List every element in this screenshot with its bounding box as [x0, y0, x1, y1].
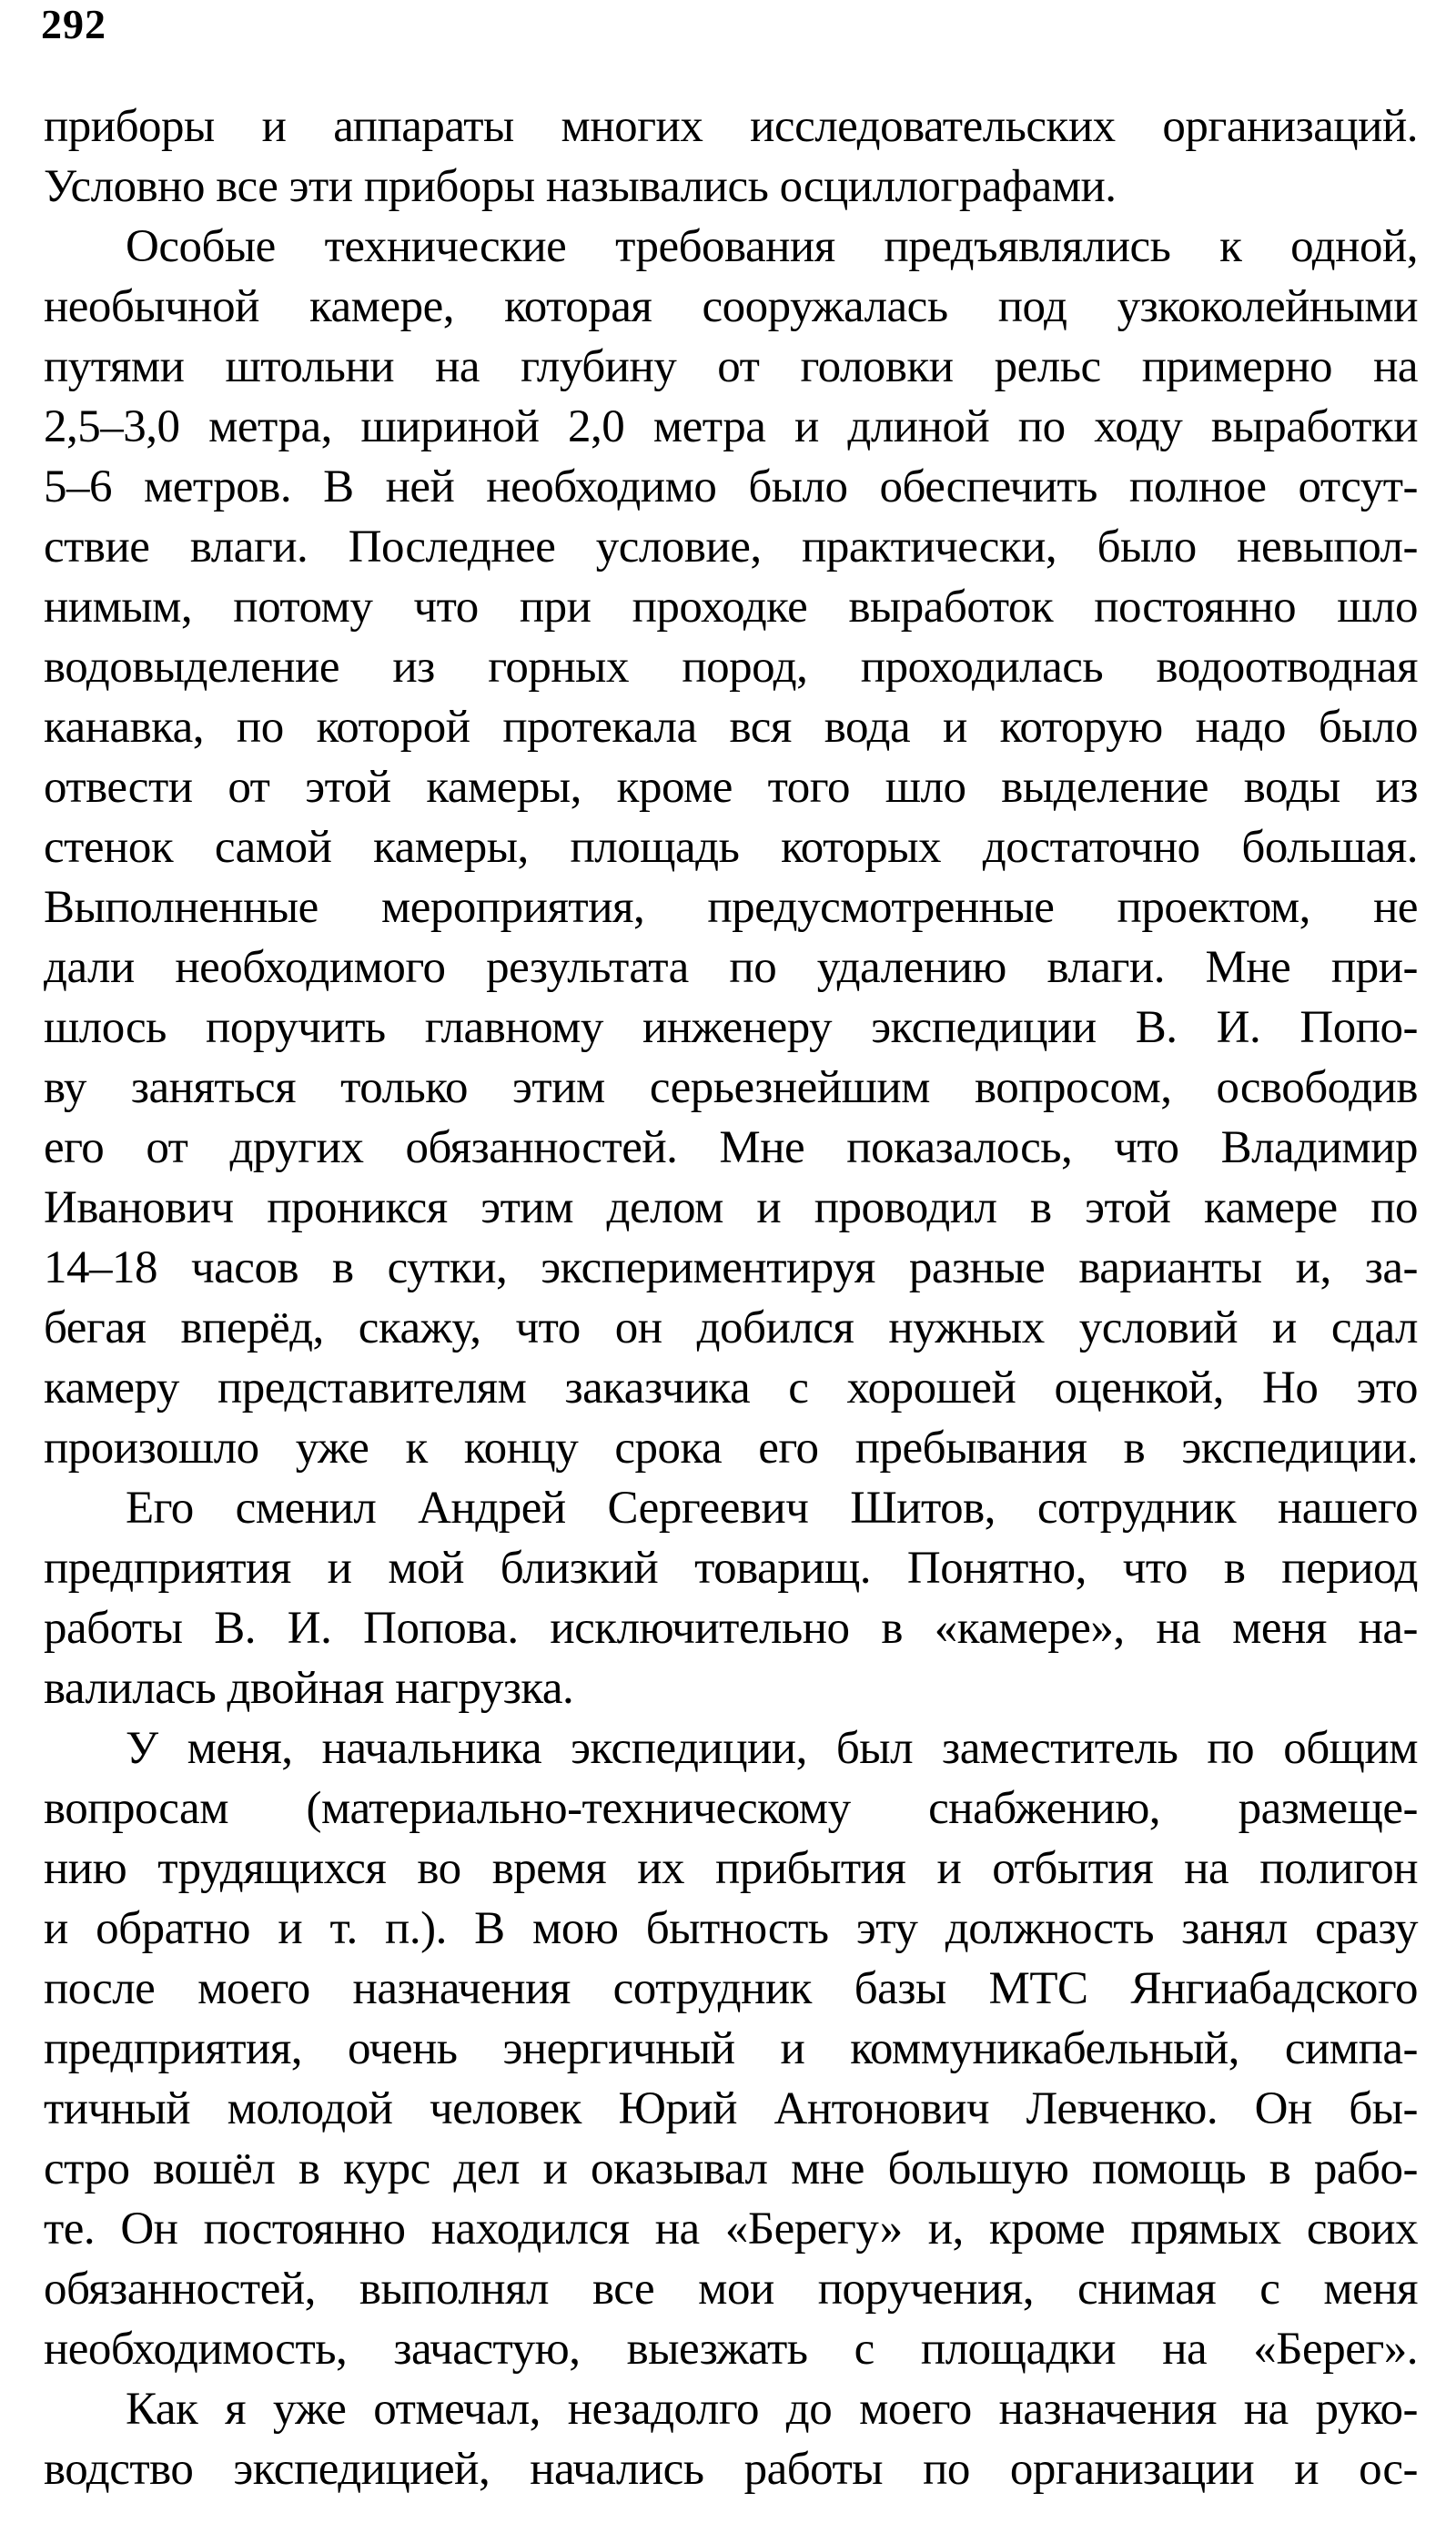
text-line: камеру представителям заказчика с хорошей оценкой, Но это — [44, 1363, 1418, 1413]
text-line: ствие влаги. Последнее условие, практически, было невыпол- — [44, 522, 1418, 572]
text-line: обязанностей, выполнял все мои поручения, снимая с меня — [44, 2264, 1418, 2315]
text-line: отвести от этой камеры, кроме того шло выделение воды из — [44, 762, 1418, 813]
page-number: 292 — [41, 1, 106, 47]
text-line: нию трудящихся во время их прибытия и отбытия на полигон — [44, 1843, 1418, 1894]
text-line: ву заняться только этим серьезнейшим вопросом, освободив — [44, 1062, 1418, 1113]
text-line: Иванович проникся этим делом и проводил в этой камере по — [44, 1182, 1418, 1233]
text-line: необычной камере, которая сооружалась под узкоколейными — [44, 281, 1418, 332]
text-line: необходимость, зачастую, выезжать с площадки на «Берег». — [44, 2324, 1418, 2375]
text-line: предприятия и мой близкий товарищ. Понятно, что в период — [44, 1543, 1418, 1594]
text-line: и обратно и т. п.). В мою бытность эту должность занял сразу — [44, 1903, 1418, 1954]
text-line: нимым, потому что при проходке выработок постоянно шло — [44, 582, 1418, 633]
text-line: валилась двойная нагрузка. — [44, 1663, 574, 1714]
text-line: водовыделение из горных пород, проходилась водоотводная — [44, 642, 1418, 693]
text-line: 2,5–3,0 метра, шириной 2,0 метра и длиной по ходу выработки — [44, 401, 1418, 452]
text-line: дали необходимого результата по удалению влаги. Мне при- — [44, 942, 1418, 993]
text-line: те. Он постоянно находился на «Берегу» и, кроме прямых своих — [44, 2204, 1418, 2254]
text-line: стенок самой камеры, площадь которых достаточно большая. — [44, 822, 1418, 873]
text-line: работы В. И. Попова. исключительно в «камере», на меня на- — [44, 1603, 1418, 1654]
text-line: 5–6 метров. В ней необходимо было обеспечить полное отсут- — [44, 461, 1418, 512]
text-line: Выполненные мероприятия, предусмотренные проектом, не — [44, 882, 1418, 933]
text-line: приборы и аппараты многих исследовательских организаций. — [44, 101, 1418, 152]
text-line: его от других обязанностей. Мне показалось, что Владимир — [44, 1122, 1418, 1173]
text-line: водство экспедицией, начались работы по организации и ос- — [44, 2444, 1418, 2495]
text-line: стро вошёл в курс дел и оказывал мне большую помощь в рабо- — [44, 2143, 1418, 2194]
text-line: бегая вперёд, скажу, что он добился нужных условий и сдал — [44, 1302, 1418, 1353]
text-line: 14–18 часов в сутки, экспериментируя разные варианты и, за- — [44, 1242, 1418, 1293]
page-text — [44, 96, 1418, 2499]
text-line: Особые технические требования предъявлялись к одной, — [126, 221, 1418, 272]
text-line: Как я уже отмечал, незадолго до моего назначения на руко- — [126, 2384, 1418, 2435]
text-line: произошло уже к концу срока его пребывания в экспедиции. — [44, 1423, 1418, 1474]
text-line: после моего назначения сотрудник базы МТС Янгиабадского — [44, 1963, 1418, 2014]
text-line: У меня, начальника экспедиции, был заместитель по общим — [126, 1723, 1418, 1774]
text-line: канавка, по которой протекала вся вода и которую надо было — [44, 702, 1418, 753]
text-line: Условно все эти приборы назывались осциллографами. — [44, 161, 1117, 212]
text-line: Его сменил Андрей Сергеевич Шитов, сотрудник нашего — [126, 1483, 1418, 1534]
text-line: тичный молодой человек Юрий Антонович Левченко. Он бы- — [44, 2083, 1418, 2134]
text-line: путями штольни на глубину от головки рельс примерно на — [44, 341, 1418, 392]
text-line: вопросам (материально-техническому снабжению, размеще- — [44, 1783, 1418, 1834]
text-line: предприятия, очень энергичный и коммуникабельный, симпа- — [44, 2023, 1418, 2074]
text-line: шлось поручить главному инженеру экспедиции В. И. Попо- — [44, 1002, 1418, 1053]
